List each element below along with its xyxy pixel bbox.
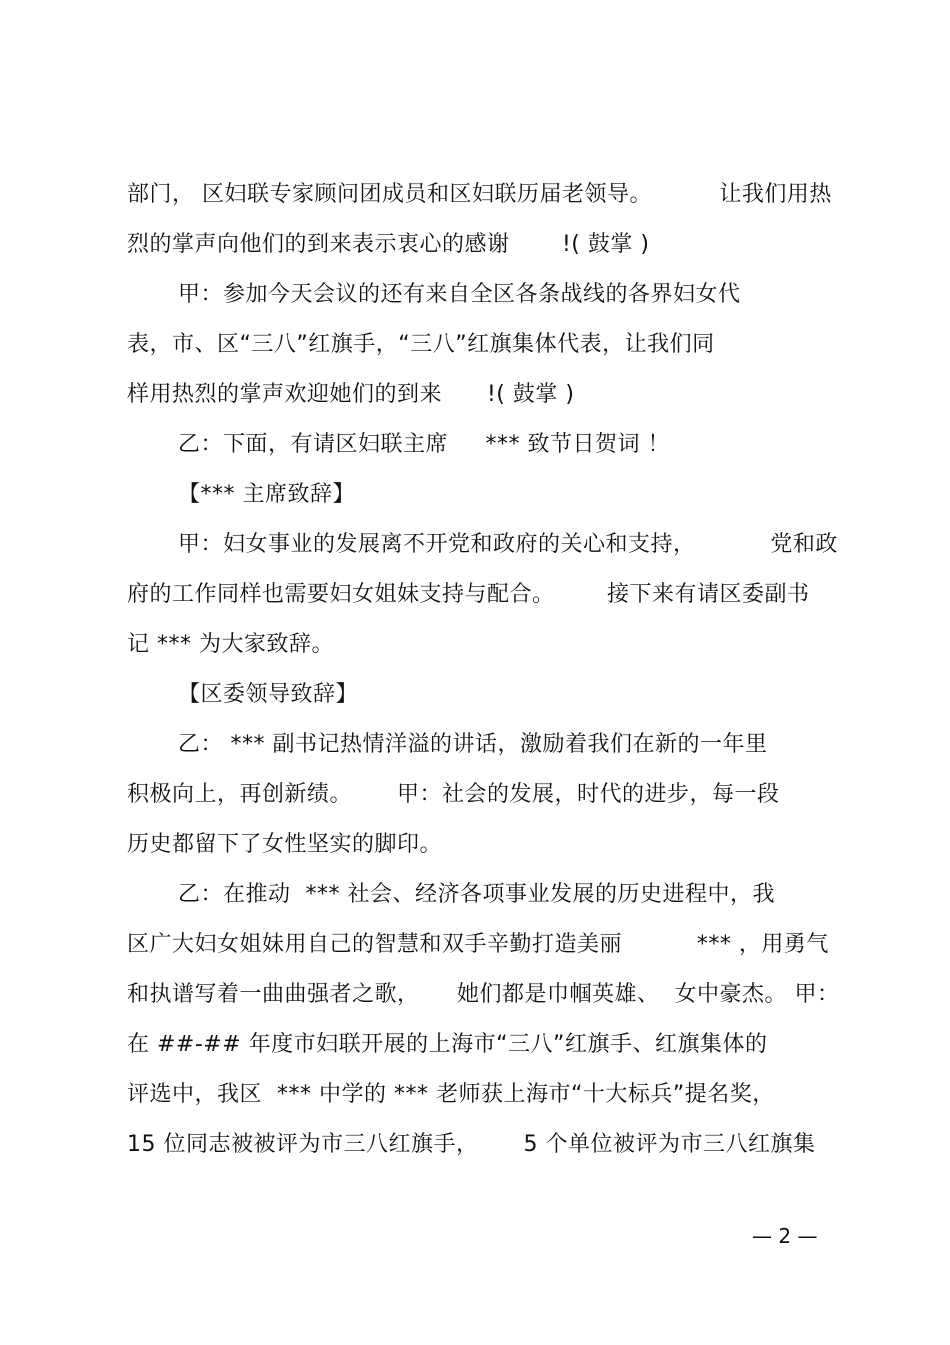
text-line: 15 位同志被被评为市三八红旗手， 5 个单位被评为市三八红旗集 — [127, 1132, 816, 1157]
text-line: 甲：妇女事业的发展离不开党和政府的关心和支持， 党和政 — [178, 532, 838, 557]
text-line: 部门， 区妇联专家顾问团成员和区妇联历届老领导。 让我们用热 — [127, 182, 832, 207]
text-line: 样用热烈的掌声欢迎她们的到来 !( 鼓掌 ) — [127, 382, 575, 407]
text-line: 和执谱写着一曲曲强者之歌， 她们都是巾帼英雄、 女中豪杰。 甲： — [127, 982, 840, 1007]
text-line: 甲：参加今天会议的还有来自全区各条战线的各界妇女代 — [178, 282, 741, 307]
text-line: 评选中，我区 *** 中学的 *** 老师获上海市“十大标兵”提名奖， — [127, 1082, 775, 1107]
section-heading: 【*** 主席致辞】 — [178, 482, 355, 507]
section-heading: 【区委领导致辞】 — [178, 682, 359, 707]
text-line: 烈的掌声向他们的到来表示衷心的感谢 !( 鼓掌 ) — [127, 232, 650, 257]
text-line: 乙：下面，有请区妇联主席 *** 致节日贺词 ！ — [178, 432, 670, 457]
text-line: 在 ##-## 年度市妇联开展的上海市“三八”红旗手、红旗集体的 — [127, 1032, 768, 1057]
text-line: 区广大妇女姐妹用自己的智慧和双手辛勤打造美丽 *** ，用勇气 — [127, 932, 829, 957]
text-line: 乙：在推动 *** 社会、经济各项事业发展的历史进程中，我 — [178, 882, 775, 907]
text-line: 历史都留下了女性坚实的脚印。 — [127, 832, 443, 857]
text-line: 积极向上，再创新绩。 甲：社会的发展，时代的进步，每一段 — [127, 782, 780, 807]
text-line: 府的工作同样也需要妇女姐妹支持与配合。 接下来有请区委副书 — [127, 582, 810, 607]
text-line: 表，市、区“三八”红旗手，“三八”红旗集体代表，让我们同 — [127, 332, 715, 357]
text-line: 乙： *** 副书记热情洋溢的讲话，激励着我们在新的一年里 — [178, 732, 768, 757]
text-line: 记 *** 为大家致辞。 — [127, 632, 334, 657]
page-number: — 2 — — [752, 1224, 818, 1248]
